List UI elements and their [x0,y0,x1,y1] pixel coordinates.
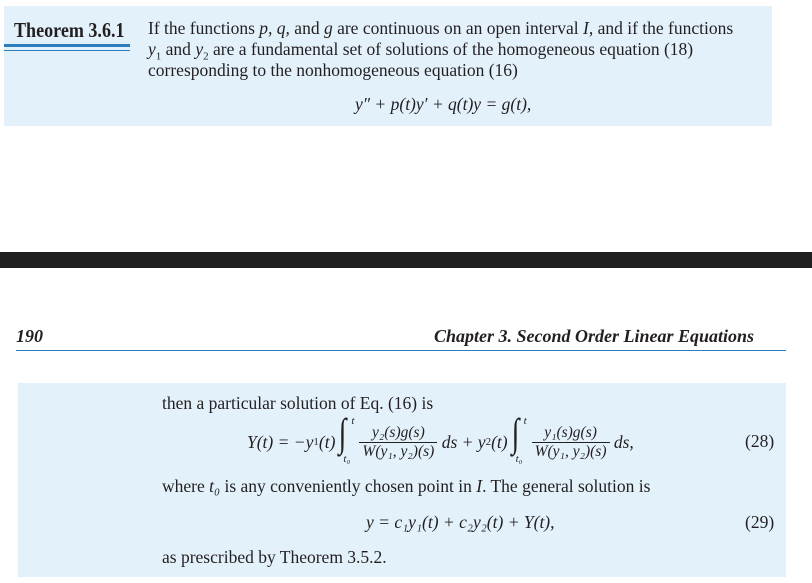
where-line [162,476,650,497]
equation-number-29: (29) [745,512,775,532]
text: are a fundamental set of solutions of the homogeneous equation (18) [208,39,694,59]
var: y [148,39,156,59]
closing-line: as prescribed by Theorem 3.5.2. [162,547,387,567]
theorem-equation: y″ + p(t)y′ + q(t)y = g(t), [355,94,532,114]
var: t₀ [209,476,221,496]
text: and [289,18,324,38]
theorem-label: Theorem 3.6.1 [14,18,125,42]
integral-sign: ∫ t t₀ [339,410,355,465]
eq-mid-tail: (t) [491,431,508,452]
text: where [162,476,210,496]
text: , and if the functions [588,18,734,38]
text: is any conveniently chosen point in [220,476,477,496]
page-separator [0,252,812,268]
var: p, q, [259,18,290,38]
header-rule [16,350,786,351]
eq-lhs-tail: (t) [318,431,336,452]
theorem-rule-thin [4,50,130,51]
theorem-line-3: corresponding to the nonhomogeneous equation (16) [148,60,518,80]
eq-lhs: Y(t) = −y [247,431,314,452]
integral-sign: ∫ t t₀ [511,410,527,465]
running-head: Chapter 3. Second Order Linear Equations [434,326,755,346]
theorem-rule-thick [4,44,130,47]
var: I [476,476,483,496]
equation-28: Y(t) = −y 1 (t) ∫ t t₀ $\frac{\text{y₂(s)g(s)}}{\text{W(y₁, y₂)(s)}}$ ds + y 2 (t) ∫ t t₀ $\frac{\text{y₁(s)g(s)}}{\text{W(y₁, y₂)(s)}}$ ds, [247,410,634,465]
page-number: 190 [16,326,43,346]
var: y [195,39,204,59]
fraction-1: $\frac{\text{y₂(s)g(s)}}{\text{W(y₁, y₂)(s)}}$ [359,424,437,461]
eq-tail: ds, [613,431,634,452]
intro-line: then a particular solution of Eq. (16) is [162,393,434,413]
fraction-2: $\frac{\text{y₁(s)g(s)}}{\text{W(y₁, y₂)(s)}}$ [532,424,610,461]
theorem-line-2: $y_1$ and $y_2$ are a fundamental set of solutions of the homogeneous equation (18) [148,39,694,63]
var: I [582,18,589,38]
text: If the functions [148,18,260,38]
text: . The general solution is [482,476,651,496]
equation-number-28: (28) [745,431,775,451]
theorem-line-1 [148,18,733,39]
var: g [323,18,333,38]
equation-29: y = c₁y₁(t) + c₂y₂(t) + Y(t), [366,512,555,532]
text: are continuous on an open interval [332,18,583,38]
eq-mid: ds + y [441,431,486,452]
